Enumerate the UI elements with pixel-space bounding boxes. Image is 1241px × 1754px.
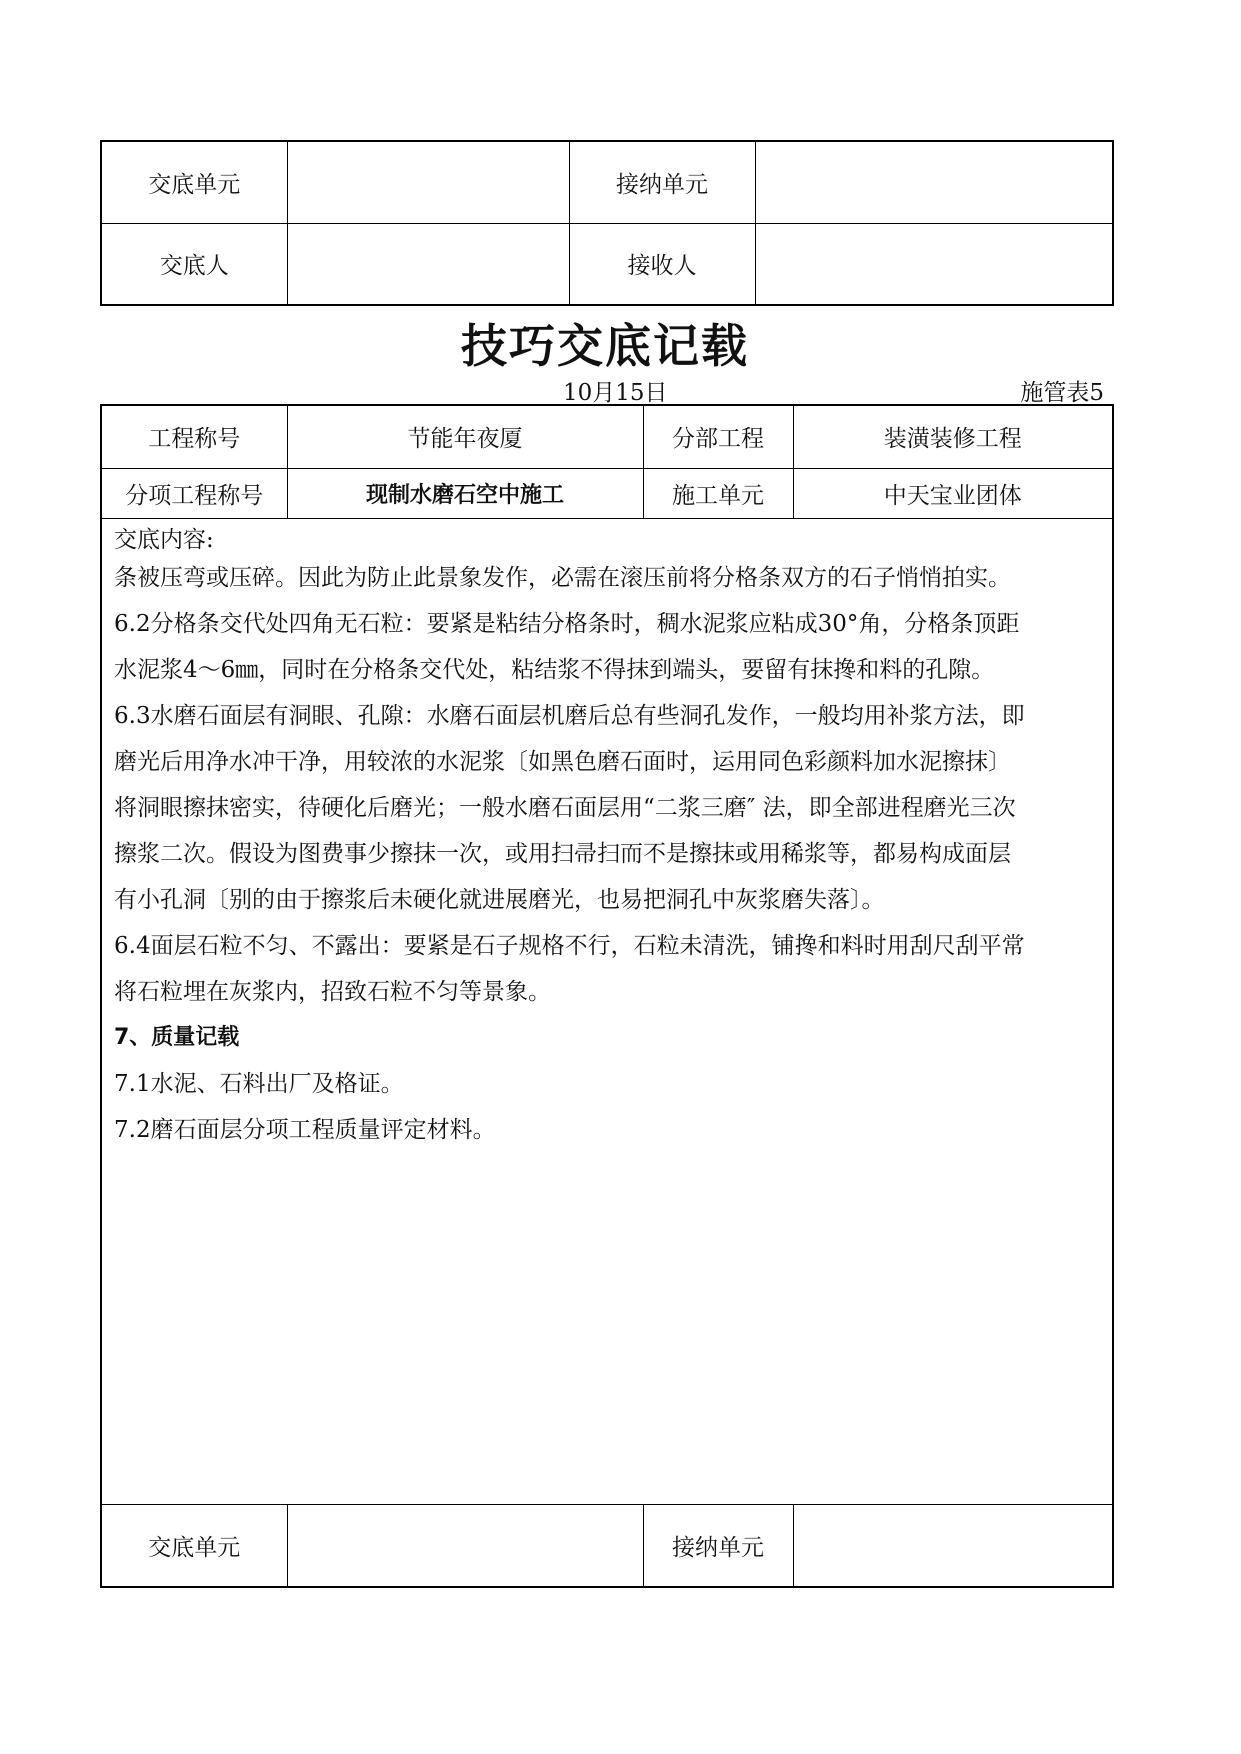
receiving-unit-field[interactable]: [755, 141, 1113, 223]
contractor-label: 施工单元: [643, 468, 793, 518]
receiving-unit-label: 接纳单元: [643, 1504, 793, 1587]
document-title: 技巧交底记载: [461, 319, 749, 373]
division-label: 分部工程: [643, 405, 793, 468]
receiving-unit-field[interactable]: [793, 1504, 1113, 1587]
content-line: 6.2分格条交代处四角无石粒：要紧是粘结分格条时，稠水泥浆应粘成30°角，分格条顶距: [114, 610, 1020, 637]
receiving-unit-label: 接纳单元: [569, 141, 755, 223]
content-line: 条被压弯或压碎。因此为防止此景象发作，必需在滚压前将分格条双方的石子悄悄拍实。: [114, 564, 1011, 591]
division-value: 装潢装修工程: [793, 405, 1113, 468]
table-row: [101, 518, 1113, 1504]
contractor-value: 中天宝业团体: [793, 468, 1113, 518]
content-line: 有小孔洞〔别的由于擦浆后未硬化就进展磨光，也易把洞孔中灰浆磨失落〕。: [114, 886, 885, 913]
handover-person-field[interactable]: [287, 223, 569, 305]
table-row: [101, 141, 1113, 223]
handover-unit-field[interactable]: [287, 141, 569, 223]
handover-content-cell: [101, 518, 1113, 1504]
handover-unit-label: 交底单元: [101, 141, 287, 223]
content-line: 擦浆二次。假设为图费事少擦抹一次，或用扫帚扫而不是擦抹或用稀浆等，都易构成面层: [114, 840, 1011, 867]
table-row: [101, 1504, 1113, 1587]
project-name-value: 节能年夜厦: [287, 405, 643, 468]
project-name-label: 工程称号: [101, 405, 287, 468]
handover-parties-table: [100, 140, 1114, 306]
table-row: [101, 223, 1113, 305]
document-date: 10月15日: [563, 380, 668, 406]
receiver-label: 接收人: [569, 223, 755, 305]
content-label: 交底内容:: [114, 526, 214, 553]
content-line: 将石粒埋在灰浆内，招致石粒不匀等景象。: [114, 978, 551, 1005]
subitem-name-label: 分项工程称号: [101, 468, 287, 518]
subitem-name-value: 现制水磨石空中施工: [287, 468, 643, 518]
form-code: 施管表5: [1020, 380, 1104, 406]
technical-handover-table: [100, 404, 1114, 1588]
handover-person-label: 交底人: [101, 223, 287, 305]
content-line: 将洞眼擦抹密实，待硬化后磨光；一般水磨石面层用“二浆三磨″ 法，即全部进程磨光三次: [114, 794, 1016, 821]
content-line: 6.4面层石粒不匀、不露出：要紧是石子规格不行，石粒未清洗，铺搀和料时用刮尺刮平常: [114, 932, 1025, 959]
table-row: [101, 405, 1113, 468]
handover-unit-label: 交底单元: [101, 1504, 287, 1587]
content-line: 水泥浆4～6㎜，同时在分格条交代处，粘结浆不得抹到端头，要留有抹搀和料的孔隙。: [114, 656, 995, 683]
receiver-field[interactable]: [755, 223, 1113, 305]
table-row: [101, 468, 1113, 518]
handover-unit-field[interactable]: [287, 1504, 643, 1587]
content-line: 7.1水泥、石料出厂及格证。: [114, 1070, 404, 1097]
content-line: 磨光后用净水冲干净，用较浓的水泥浆〔如黑色磨石面时，运用同色彩颜料加水泥擦抹〕: [114, 748, 1011, 775]
content-line: 7.2磨石面层分项工程质量评定材料。: [114, 1116, 496, 1143]
content-line: 6.3水磨石面层有洞眼、孔隙：水磨石面层机磨后总有些洞孔发作，一般均用补浆方法，即: [114, 702, 1025, 729]
content-body: [114, 555, 1100, 1153]
section-heading: 7、质量记载: [114, 1024, 240, 1050]
